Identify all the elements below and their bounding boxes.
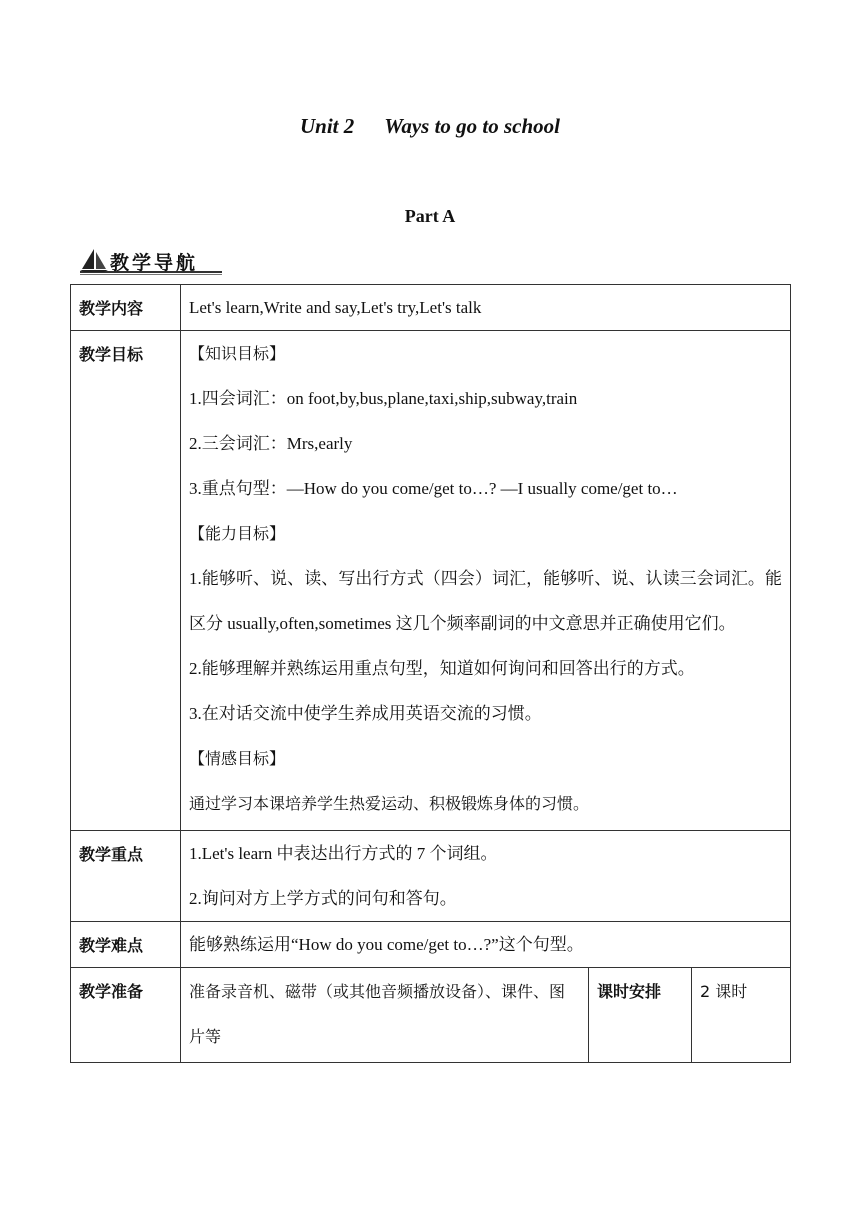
objective-line: 2.能够理解并熟练运用重点句型，知道如何询问和回答出行的方式。 <box>189 659 695 678</box>
difficulties-text: 能够熟练运用“How do you come/get to…?”这个句型。 <box>189 935 584 954</box>
row-preparation <box>71 968 791 1063</box>
objectives-value <box>181 331 791 831</box>
row-difficulties <box>71 922 791 968</box>
objective-line: 1.四会词汇：on foot,by,bus,plane,taxi,ship,subway,train <box>189 389 578 408</box>
unit-number: Unit 2 <box>299 114 355 138</box>
schedule-label: 课时安排 <box>589 968 692 1063</box>
key-point-line: 1.Let's learn 中表达出行方式的 7 个词组。 <box>189 844 498 863</box>
content-value <box>181 285 791 331</box>
objective-line: 3.在对话交流中使学生养成用英语交流的习惯。 <box>189 704 542 723</box>
preparation-label: 教学准备 <box>71 968 181 1063</box>
objective-line: 通过学习本课培养学生热爱运动、积极锻炼身体的习惯。 <box>189 794 590 813</box>
objective-line: 2.三会词汇：Mrs,early <box>189 434 353 453</box>
difficulties-value <box>181 922 791 968</box>
key-points-value <box>181 831 791 922</box>
objective-line: 1.能够听、说、读、写出行方式（四会）词汇，能够听、说、认读三会词汇。能区分 usually,often,sometimes 这几个频率副词的中文意思并正确使用它们。 <box>189 569 782 633</box>
difficulties-label: 教学难点 <box>71 922 181 968</box>
objectives-label: 教学目标 <box>71 331 181 831</box>
row-content <box>71 285 791 331</box>
key-point-line: 2.询问对方上学方式的问句和答句。 <box>189 889 457 908</box>
teaching-nav-banner <box>76 246 226 276</box>
objective-line: 【情感目标】 <box>189 749 286 768</box>
unit-name: Ways to go to school <box>384 114 561 138</box>
objective-line: 【能力目标】 <box>189 524 286 543</box>
row-key-points <box>71 831 791 922</box>
row-objectives <box>71 331 791 831</box>
objective-line: 【知识目标】 <box>189 344 286 363</box>
preparation-text: 准备录音机、磁带（或其他音频播放设备）、课件、图片等 <box>189 982 566 1046</box>
nav-banner-text: 教学导航 <box>110 252 199 274</box>
part-title: Part A <box>404 206 456 226</box>
key-points-label: 教学重点 <box>71 831 181 922</box>
content-label: 教学内容 <box>71 285 181 331</box>
content-text: Let's learn,Write and say,Let's try,Let's talk <box>189 298 482 317</box>
preparation-value <box>181 968 589 1063</box>
schedule-value: 2 课时 <box>692 968 791 1063</box>
unit-title <box>0 114 860 139</box>
lesson-plan-table <box>70 284 791 1063</box>
objective-line: 3.重点句型：—How do you come/get to…? —I usually come/get to… <box>189 479 678 498</box>
